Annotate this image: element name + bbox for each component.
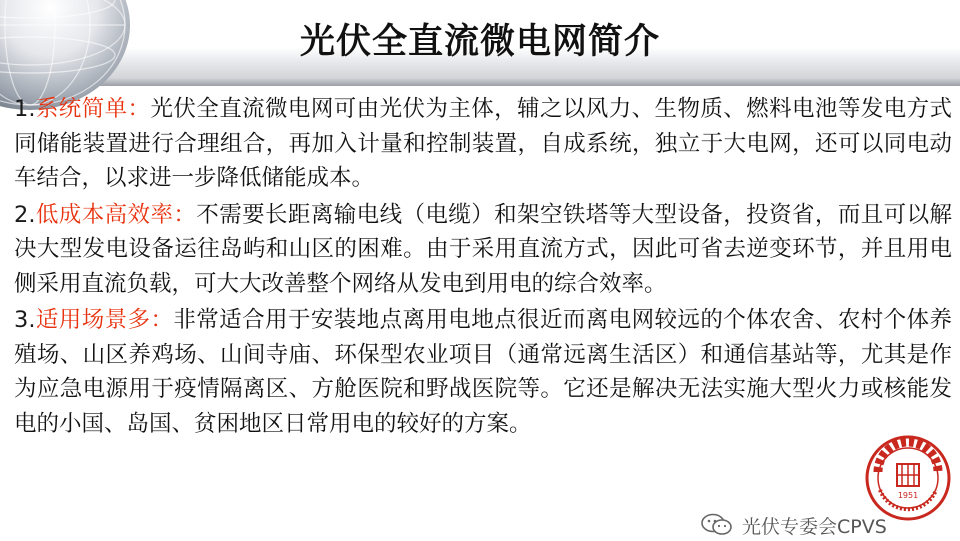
watermark-text: 光伏专委会CPVS	[742, 515, 887, 538]
item-heading: 适用场景多：	[35, 307, 174, 333]
item-number: 2.	[14, 201, 36, 228]
seal-year: 1951	[897, 491, 919, 500]
item-text: 不需要长距离输电线（电缆）和架空铁塔等大型设备，投资省，而且可以解决大型发电设备运往岛屿和山区的困难。由于采用直流方式，因此可省去逆变环节，并且用电侧采用直流负载，可大大改善整个网络从发电到用电的综合效率。	[14, 201, 952, 297]
title-bar-shadow	[0, 78, 960, 86]
content-body	[14, 92, 952, 443]
list-item	[14, 303, 952, 441]
list-item	[14, 198, 952, 302]
list-item	[14, 92, 952, 196]
wechat-icon	[700, 513, 734, 537]
page-title: 光伏全直流微电网简介	[299, 22, 660, 62]
item-number: 3.	[14, 307, 36, 333]
item-text: 光伏全直流微电网可由光伏为主体，辅之以风力、生物质、燃料电池等发电方式同储能装置进行合理组合，再加入计量和控制装置，自成系统，独立于大电网，还可以同电动车结合，以求进一步降低储能成本。	[14, 96, 952, 191]
item-heading: 低成本高效率：	[35, 201, 197, 228]
item-heading: 系统简单：	[35, 96, 151, 122]
item-text: 非常适合用于安装地点离用电地点很近而离电网较远的个体农舍、农村个体养殖场、山区养鸡场、山间寺庙、环保型农业项目（通常远离生活区）和通信基站等，尤其是作为应急电源用于疫情隔离区、方舱医院和野战医院等。它还是解决无法实施大型火力或核能发电的小国、岛国、贫困地区日常用电的较好的方案。	[14, 307, 952, 437]
university-seal-icon	[864, 434, 952, 522]
item-number: 1.	[14, 96, 36, 122]
